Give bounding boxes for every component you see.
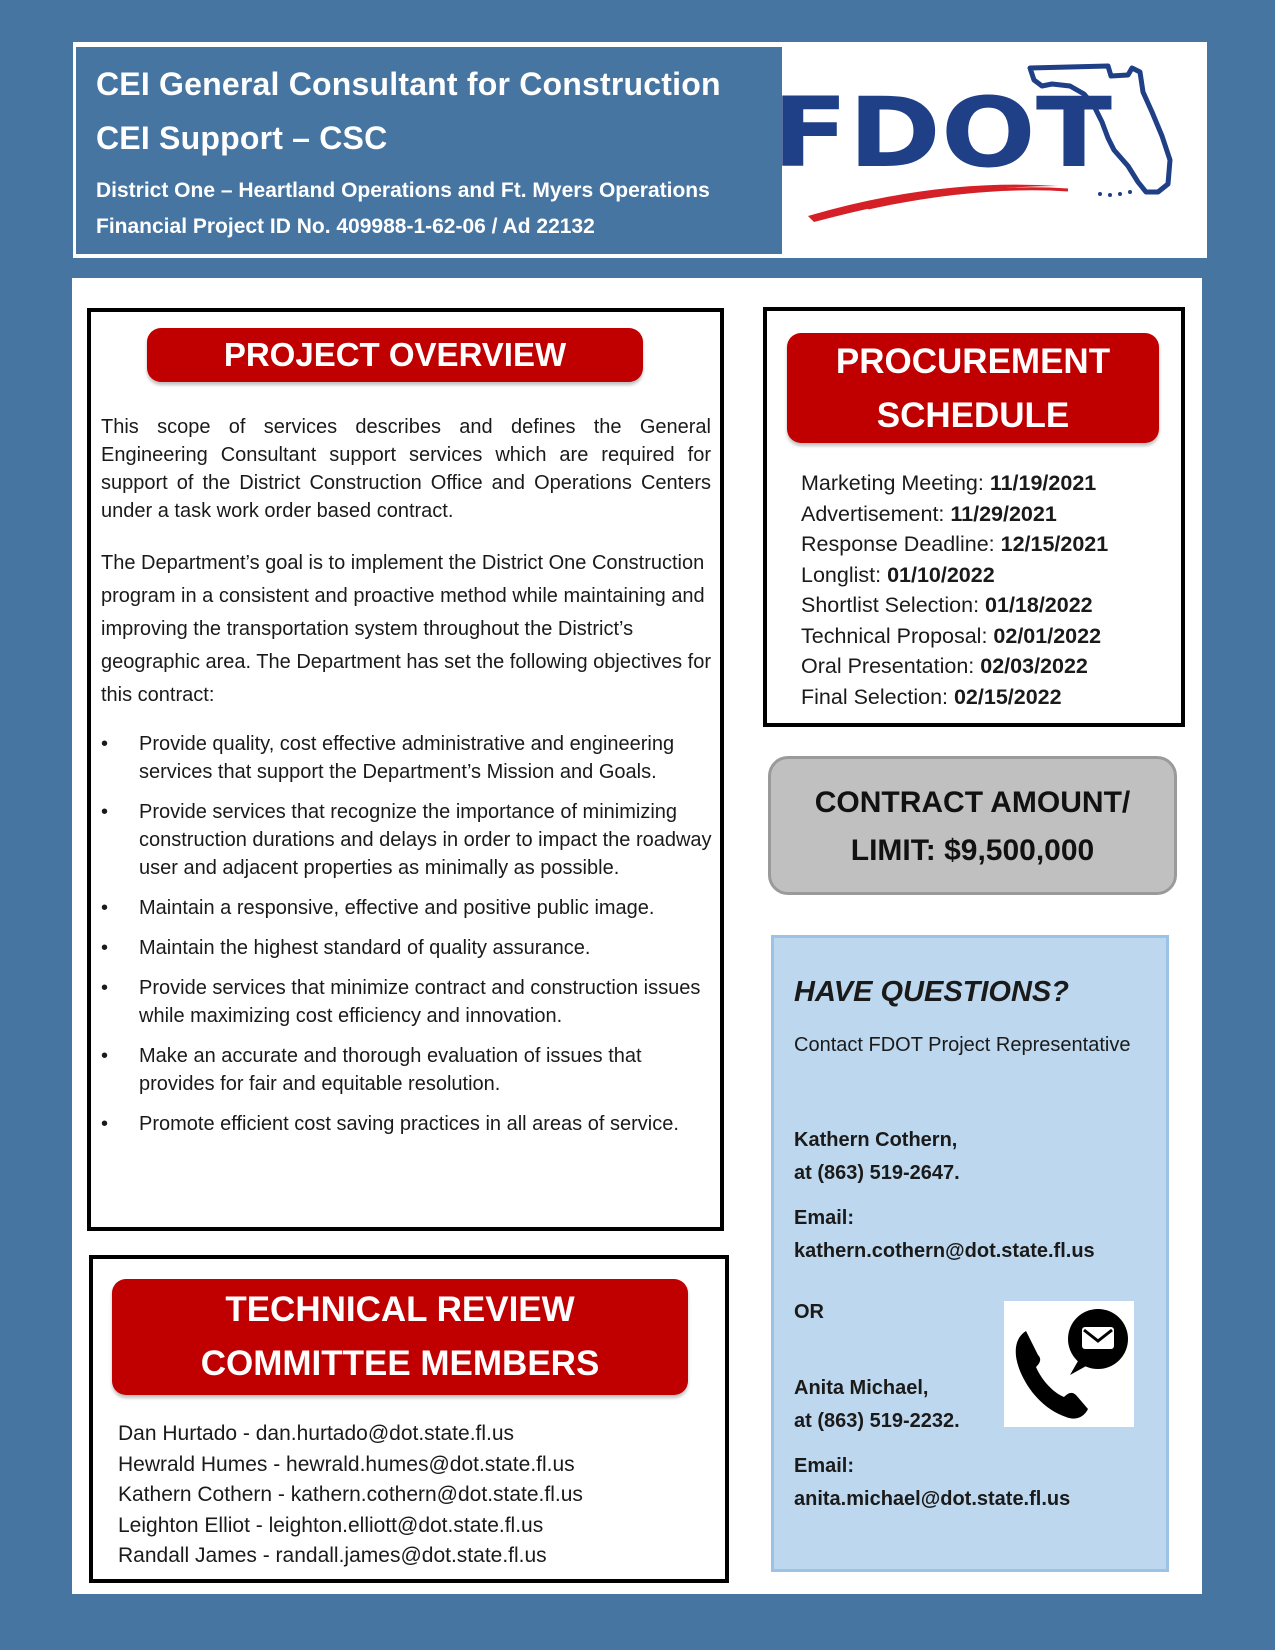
procurement-heading bbox=[787, 333, 1159, 443]
schedule-row bbox=[801, 651, 1108, 682]
list-item: Dan Hurtado - dan.hurtado@dot.state.fl.us bbox=[118, 1422, 515, 1445]
schedule-date: 02/01/2022 bbox=[993, 623, 1102, 648]
committee-members-list bbox=[118, 1419, 583, 1572]
committee-heading bbox=[112, 1279, 688, 1395]
header-title-block bbox=[76, 47, 782, 254]
schedule-label: Longlist: bbox=[801, 562, 888, 587]
overview-paragraph-1: This scope of services describes and defines the General Engineering Consultant support services which are required for support of the District Construction Office and Operations Centers under a task work order based contract. bbox=[101, 416, 711, 522]
committee-heading-line1: TECHNICAL REVIEW bbox=[225, 1290, 575, 1329]
header-project-id: Financial Project ID No. 409988-1-62-06 / Ad 22132 bbox=[96, 215, 595, 238]
list-item: Kathern Cothern - kathern.cothern@dot.state.fl.us bbox=[118, 1483, 583, 1506]
contract-amount-box bbox=[768, 756, 1177, 895]
procurement-heading-line1: PROCUREMENT bbox=[835, 342, 1111, 381]
overview-paragraph-2: The Department’s goal is to implement the District One Construction program in a consistent and proactive method while maintaining and improving the transportation system throughout the District’s geographic area. The Department has set the following objectives for this contract: bbox=[101, 552, 711, 706]
rep1-name: Kathern Cothern, bbox=[794, 1129, 958, 1151]
schedule-date: 02/03/2022 bbox=[980, 654, 1088, 678]
list-item: • Maintain a responsive, effective and positive public image. bbox=[101, 894, 713, 922]
procurement-heading-line2: SCHEDULE bbox=[876, 396, 1070, 435]
list-item: • Maintain the highest standard of quality assurance. bbox=[101, 934, 713, 962]
schedule-date: 01/18/2022 bbox=[985, 593, 1093, 617]
rep1-phone: at (863) 519-2647. bbox=[794, 1162, 960, 1184]
header-district: District One – Heartland Operations and Ft. Myers Operations bbox=[96, 179, 710, 202]
project-overview-box bbox=[87, 308, 724, 1231]
schedule-label: Technical Proposal: bbox=[801, 623, 994, 648]
list-item: • Promote efficient cost saving practices in all areas of service. bbox=[101, 1110, 713, 1138]
contact-box bbox=[771, 935, 1169, 1572]
header-title-line1: CEI General Consultant for Construction bbox=[96, 66, 721, 102]
list-item: • Make an accurate and thorough evaluation of issues that provides for fair and equitable resolution. bbox=[101, 1042, 713, 1098]
schedule-date: 02/15/2022 bbox=[953, 684, 1062, 709]
phone-email-icon bbox=[1004, 1301, 1134, 1427]
list-item: Leighton Elliot - leighton.elliott@dot.state.fl.us bbox=[118, 1513, 544, 1537]
schedule-label: Advertisement: bbox=[801, 501, 951, 526]
schedule-list bbox=[801, 468, 1108, 712]
fdot-logo-text: FDOT bbox=[772, 77, 1112, 189]
schedule-label: Oral Presentation: bbox=[801, 654, 981, 678]
schedule-label: Response Deadline: bbox=[801, 532, 1001, 556]
rep1-email[interactable]: kathern.cothern@dot.state.fl.us bbox=[794, 1240, 1095, 1262]
objectives-list bbox=[101, 730, 713, 1150]
schedule-date: 01/10/2022 bbox=[887, 562, 995, 587]
schedule-row bbox=[801, 560, 1108, 591]
schedule-label: Final Selection: bbox=[801, 684, 954, 709]
schedule-row bbox=[801, 590, 1108, 621]
schedule-label: Marketing Meeting: bbox=[801, 471, 990, 495]
list-item: Hewrald Humes - hewrald.humes@dot.state.fl.us bbox=[118, 1452, 575, 1476]
list-item: • Provide quality, cost effective administrative and engineering services that support the Department’s Mission and Goals. bbox=[101, 730, 713, 786]
contract-amount-line1: CONTRACT AMOUNT/ bbox=[814, 786, 1131, 819]
header-title-line2: CEI Support – CSC bbox=[96, 120, 388, 156]
schedule-date: 12/15/2021 bbox=[1000, 532, 1109, 556]
rep2-name: Anita Michael, bbox=[794, 1377, 929, 1399]
schedule-date: 11/19/2021 bbox=[989, 471, 1097, 495]
schedule-row bbox=[801, 468, 1108, 499]
fdot-logo bbox=[772, 58, 1198, 238]
rep2-phone: at (863) 519-2232. bbox=[794, 1410, 960, 1432]
project-overview-heading: PROJECT OVERVIEW bbox=[147, 328, 643, 382]
contact-subheading: Contact FDOT Project Representative bbox=[794, 1034, 1131, 1056]
contact-or: OR bbox=[794, 1301, 824, 1323]
schedule-row bbox=[801, 529, 1108, 560]
schedule-row bbox=[801, 682, 1108, 713]
list-item: • Provide services that recognize the importance of minimizing construction durations and delays in order to impact the roadway user and adjacent properties as minimally as possible. bbox=[101, 798, 713, 882]
schedule-row bbox=[801, 621, 1108, 652]
contact-heading: HAVE QUESTIONS? bbox=[794, 976, 1069, 1008]
list-item: Randall James - randall.james@dot.state.fl.us bbox=[118, 1544, 547, 1567]
rep2-email[interactable]: anita.michael@dot.state.fl.us bbox=[794, 1488, 1071, 1510]
rep1-email-label: Email: bbox=[794, 1207, 855, 1229]
schedule-label: Shortlist Selection: bbox=[801, 593, 986, 617]
committee-heading-line2: COMMITTEE MEMBERS bbox=[200, 1344, 600, 1383]
rep2-email-label: Email: bbox=[794, 1455, 855, 1477]
contract-amount-line2: LIMIT: $9,500,000 bbox=[850, 834, 1095, 867]
committee-box bbox=[89, 1255, 729, 1583]
schedule-row bbox=[801, 499, 1108, 530]
schedule-date: 11/29/2021 bbox=[950, 501, 1057, 526]
procurement-schedule-box bbox=[763, 307, 1185, 727]
list-item: • Provide services that minimize contract and construction issues while maximizing cost efficiency and innovation. bbox=[101, 974, 713, 1030]
